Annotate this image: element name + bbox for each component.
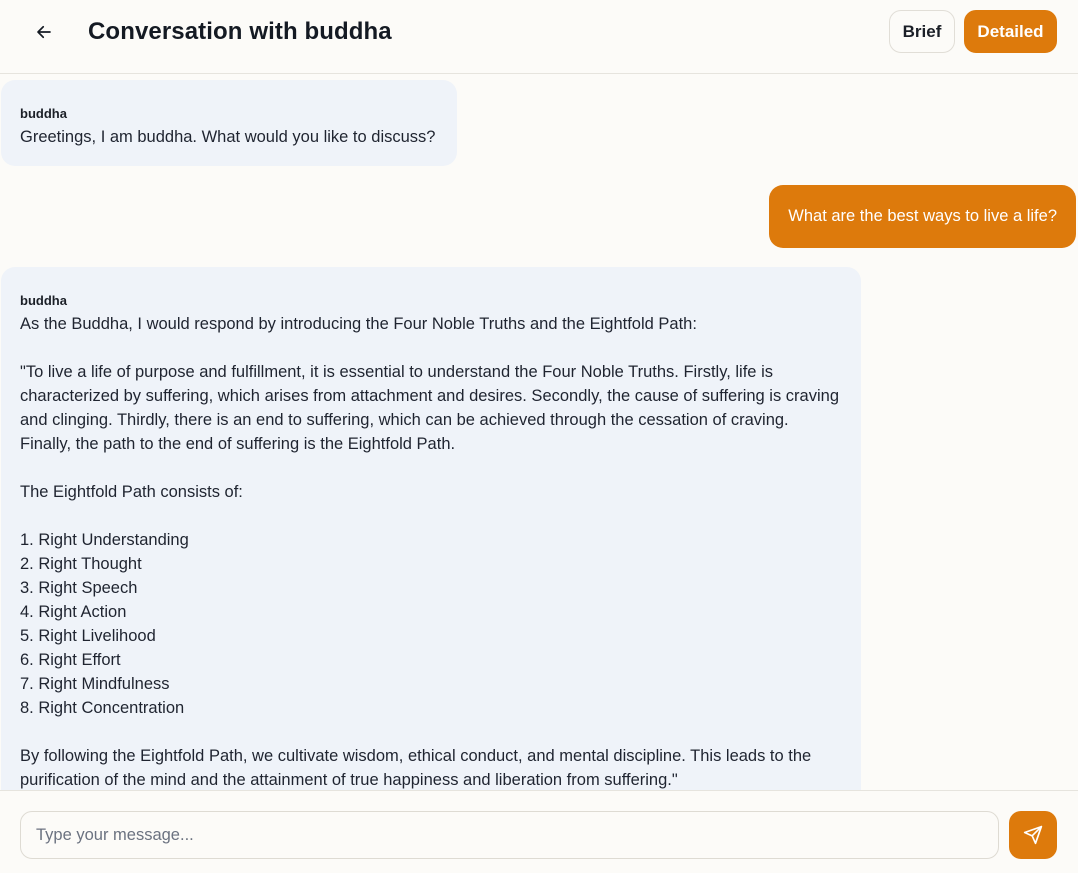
message-input[interactable] bbox=[20, 811, 999, 859]
message-text: Greetings, I am buddha. What would you like to discuss? bbox=[20, 128, 436, 146]
back-button[interactable] bbox=[28, 16, 60, 48]
bot-message bbox=[1, 267, 861, 790]
message-sender: buddha bbox=[20, 293, 67, 308]
send-icon bbox=[1023, 825, 1043, 845]
bot-message bbox=[1, 80, 457, 166]
page-title: Conversation with buddha bbox=[88, 18, 392, 45]
message-list[interactable] bbox=[0, 75, 1078, 790]
send-button[interactable] bbox=[1009, 811, 1057, 859]
message-text: As the Buddha, I would respond by introducing the Four Noble Truths and the Eightfold Path: "To live a life of purpose and fulfillment, it is essential to understand the Four Noble Truths. Firstly, life is characterized by suffering, which arises from attachment and desires. Secondly, the cause of suffering is craving and clinging. Thirdly, there is an end to suffering, which can be achieved through the cessation of craving. Finally, the path to the end of suffering is the Eightfold Path. The Eightfold Path consists of: 1. Right Understanding 2. Right Thought 3. Right Speech 4. Right Action 5. Right Livelihood 6. Right Effort 7. Right Mindfulness 8. Right Concentration By following the Eightfold Path, we cultivate wisdom, ethical conduct, and mental discipline. This leads to the purification of the mind and the attainment of true happiness and liberation from suffering." bbox=[20, 315, 839, 789]
detailed-mode-button[interactable]: Detailed bbox=[964, 10, 1057, 53]
brief-mode-button[interactable]: Brief bbox=[889, 10, 955, 53]
chat-header bbox=[0, 0, 1078, 74]
user-message: What are the best ways to live a life? bbox=[769, 185, 1076, 248]
message-composer bbox=[0, 790, 1078, 873]
arrow-left-icon bbox=[35, 23, 53, 41]
message-sender: buddha bbox=[20, 106, 67, 121]
